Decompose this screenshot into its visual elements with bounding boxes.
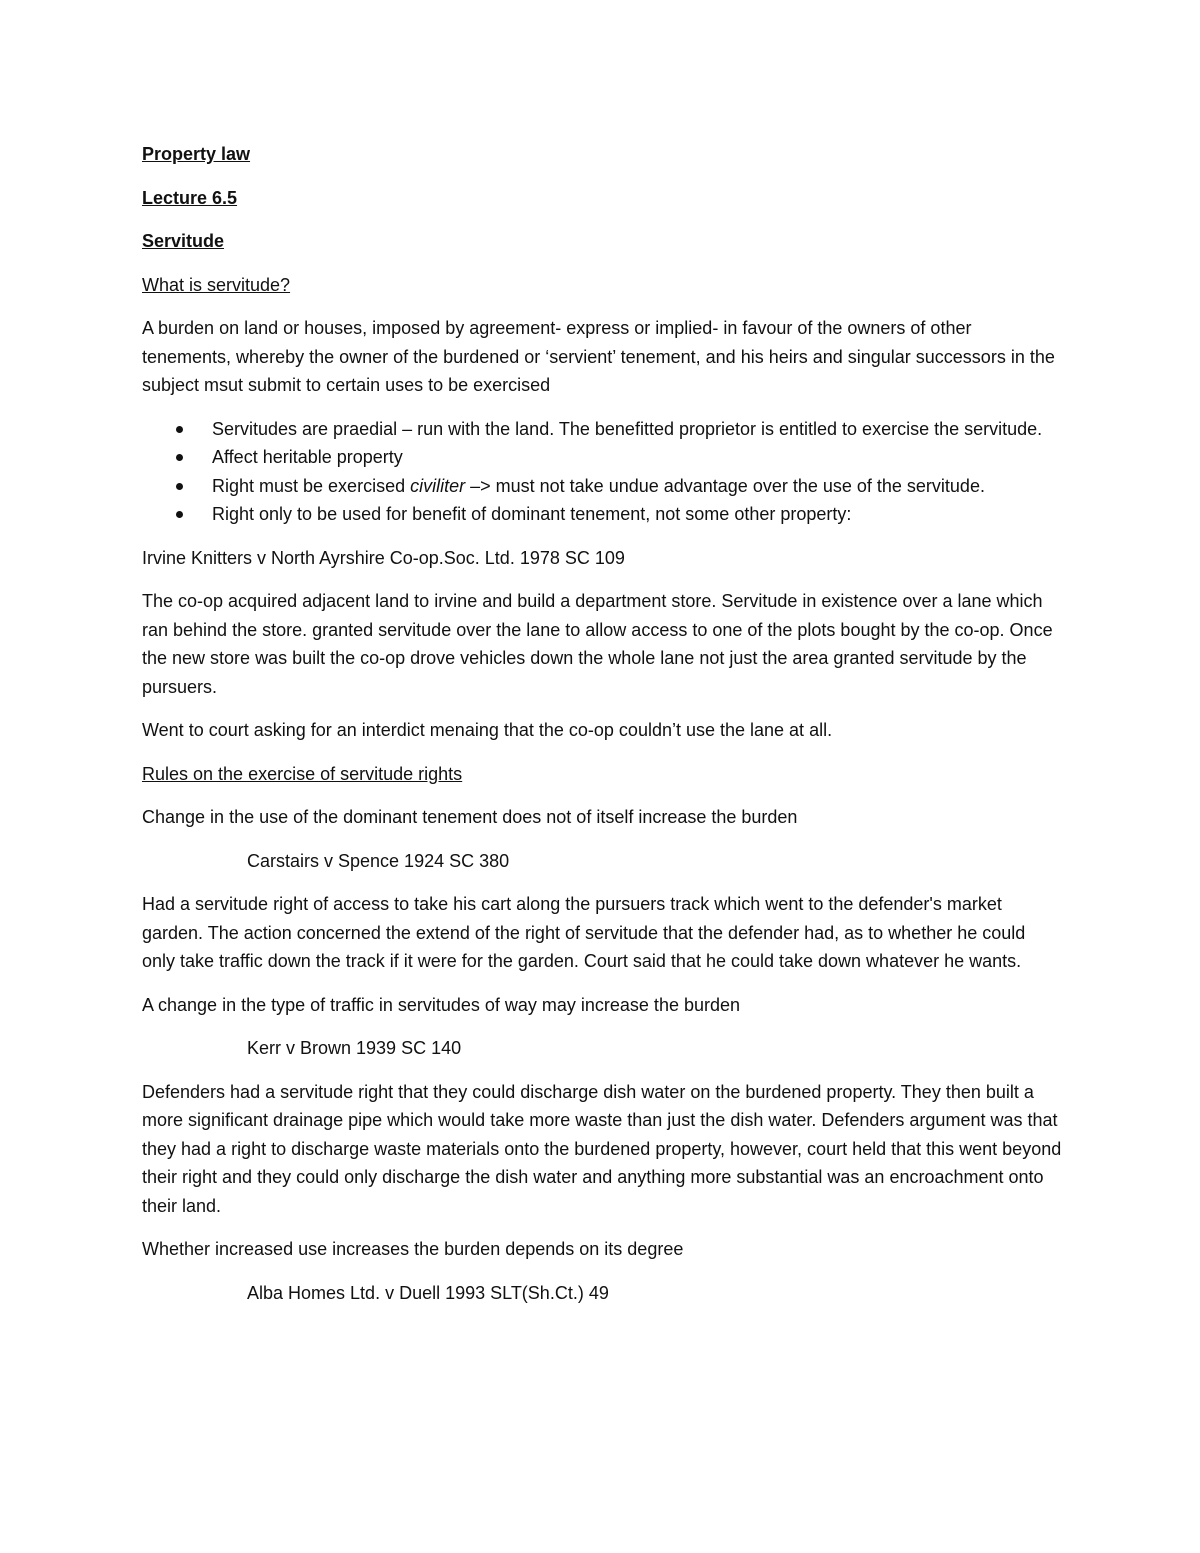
case-reference-alba-homes: Alba Homes Ltd. v Duell 1993 SLT(Sh.Ct.) 49 bbox=[247, 1282, 609, 1303]
list-item-text: Right only to be used for benefit of dominant tenement, not some other property: bbox=[212, 504, 852, 524]
list-item-italic-term: civiliter bbox=[410, 475, 466, 496]
question-heading: What is servitude? bbox=[142, 274, 291, 295]
case-summary-paragraph: The co-op acquired adjacent land to irvine and build a department store. Servitude in existence over a lane which ran behind the store. granted servitude over the lane to allow access to one of the plots bought by the co-op. Once the new store was built the co-op drove vehicles down the whole lane not just the area granted servitude by the pursuers. bbox=[142, 591, 1053, 697]
rule-statement: Whether increased use increases the burden depends on its degree bbox=[142, 1239, 684, 1259]
bullet-icon bbox=[176, 511, 183, 518]
case-summary-paragraph: Had a servitude right of access to take his cart along the pursuers track which went to the defender's market garden. The action concerned the extend of the right of servitude that the defender had, as to whether he could only take traffic down the track if it were for the garden. Court said that he could take down whatever he wants. bbox=[142, 894, 1026, 971]
list-item-text-start: Right must be exercised bbox=[212, 475, 411, 496]
definition-paragraph: A burden on land or houses, imposed by agreement- express or implied- in favour of the owners of other tenements, whereby the owner of the burdened or ‘servient’ tenement, and his heirs and singular successors in the subject msut submit to certain uses to be exercised bbox=[142, 318, 1055, 395]
rule-statement: A change in the type of traffic in servitudes of way may increase the burden bbox=[142, 994, 741, 1015]
case-reference-irvine-knitters: Irvine Knitters v North Ayrshire Co-op.Soc. Ltd. 1978 SC 109 bbox=[142, 547, 625, 568]
list-item bbox=[142, 472, 1062, 501]
topic-heading: Servitude bbox=[142, 231, 225, 251]
bullet-icon bbox=[176, 483, 183, 490]
rule-statement: Change in the use of the dominant tenement does not of itself increase the burden bbox=[142, 807, 798, 827]
list-item-text: Servitudes are praedial – run with the land. The benefitted proprietor is entitled to exercise the servitude. bbox=[212, 418, 1043, 439]
servitude-features-list bbox=[142, 415, 1062, 529]
bullet-icon bbox=[176, 454, 183, 461]
list-item bbox=[142, 443, 1062, 472]
case-reference-kerr: Kerr v Brown 1939 SC 140 bbox=[247, 1038, 462, 1058]
document-title: Property law bbox=[142, 144, 251, 164]
case-outcome-paragraph: Went to court asking for an interdict menaing that the co-op couldn’t use the lane at all. bbox=[142, 720, 833, 740]
list-item bbox=[142, 500, 1062, 529]
bullet-icon bbox=[176, 426, 183, 433]
lecture-number: Lecture 6.5 bbox=[142, 187, 238, 208]
case-reference-carstairs: Carstairs v Spence 1924 SC 380 bbox=[247, 850, 510, 871]
list-item bbox=[142, 415, 1062, 444]
list-item-text: Affect heritable property bbox=[212, 447, 403, 467]
list-item-text-end: –> must not take undue advantage over the use of the servitude. bbox=[465, 475, 985, 496]
case-summary-paragraph: Defenders had a servitude right that they could discharge dish water on the burdened property. They then built a more significant drainage pipe which would take more waste than just the dish water. Defenders argument was that they had a right to discharge waste materials onto the burdened property, however, court held that this went beyond their right and they could only discharge the dish water and anything more substantial was an encroachment onto their land. bbox=[142, 1081, 1062, 1216]
rules-heading: Rules on the exercise of servitude rights bbox=[142, 763, 463, 784]
document-page bbox=[142, 140, 1062, 1322]
